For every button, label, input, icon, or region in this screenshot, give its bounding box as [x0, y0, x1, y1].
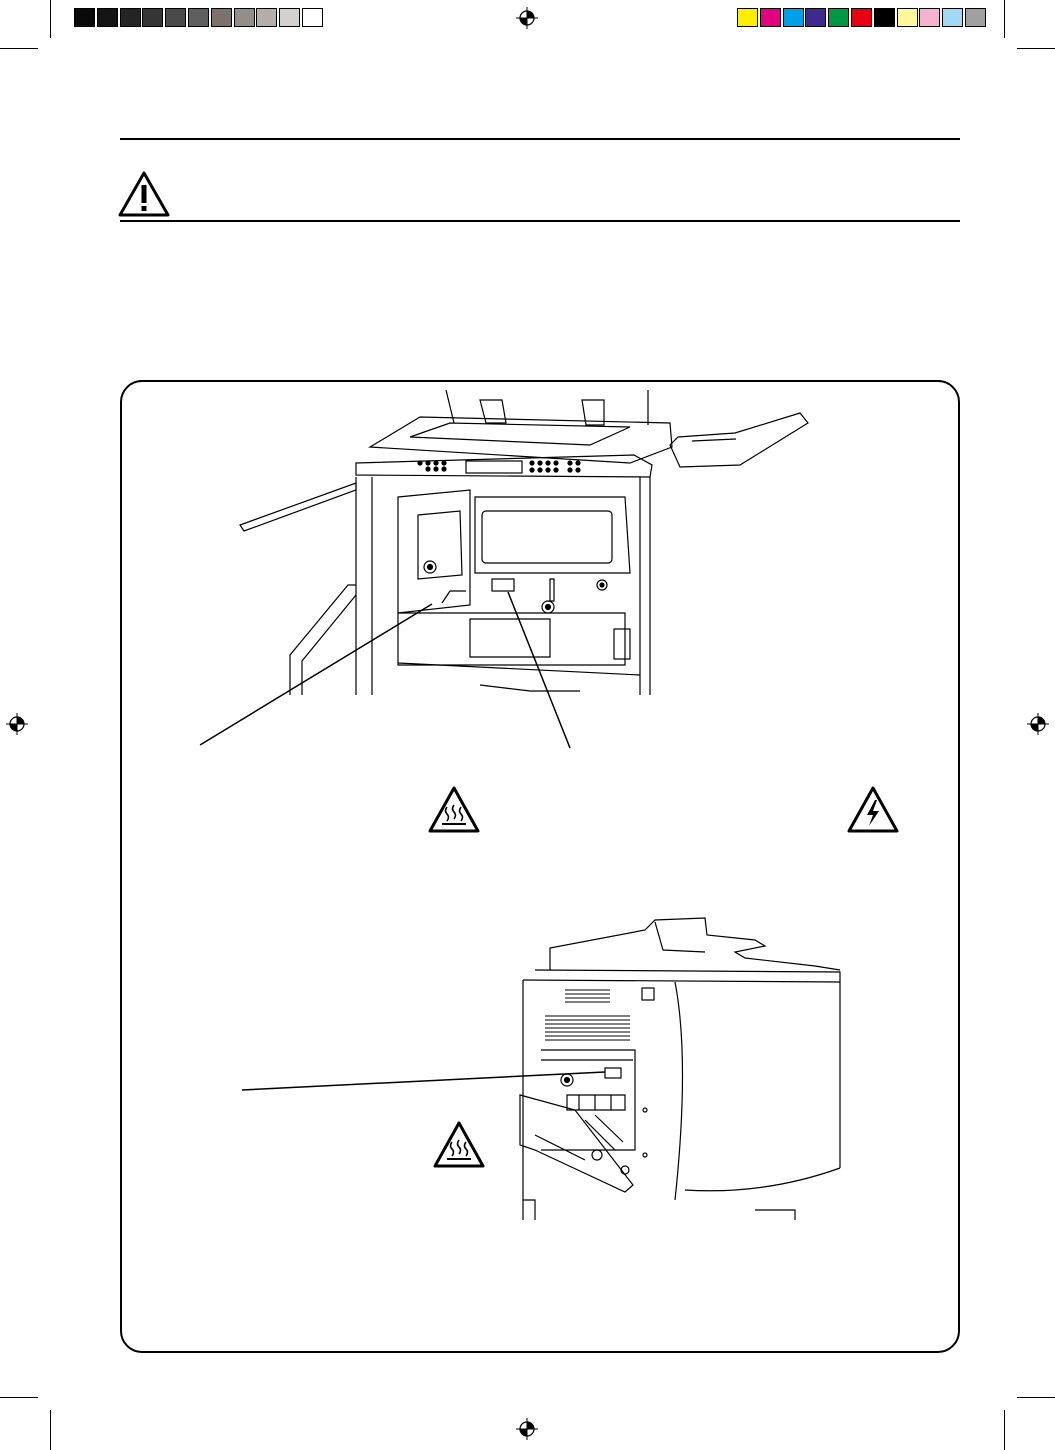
color-swatch	[97, 8, 118, 27]
color-swatch	[851, 8, 872, 27]
color-swatch	[142, 8, 163, 27]
color-swatch	[211, 8, 232, 27]
color-swatch	[942, 8, 963, 27]
color-swatch	[302, 8, 323, 27]
color-swatch	[74, 8, 95, 27]
color-swatch	[760, 8, 781, 27]
color-swatch	[279, 8, 300, 27]
color-swatch	[828, 8, 849, 27]
copier-side-open-illustration	[515, 910, 845, 1225]
color-swatch	[919, 8, 940, 27]
color-swatch	[256, 8, 277, 27]
color-swatch	[165, 8, 186, 27]
color-swatch	[965, 8, 986, 27]
color-swatch	[737, 8, 758, 27]
color-swatch	[783, 8, 804, 27]
hot-surface-warning-icon	[427, 785, 481, 835]
color-swatch	[120, 8, 141, 27]
color-swatch	[874, 8, 895, 27]
hot-surface-warning-icon	[432, 1120, 486, 1170]
high-voltage-warning-icon	[846, 785, 900, 835]
color-swatch	[188, 8, 209, 27]
color-swatch	[897, 8, 918, 27]
color-swatch	[234, 8, 255, 27]
color-swatch	[805, 8, 826, 27]
